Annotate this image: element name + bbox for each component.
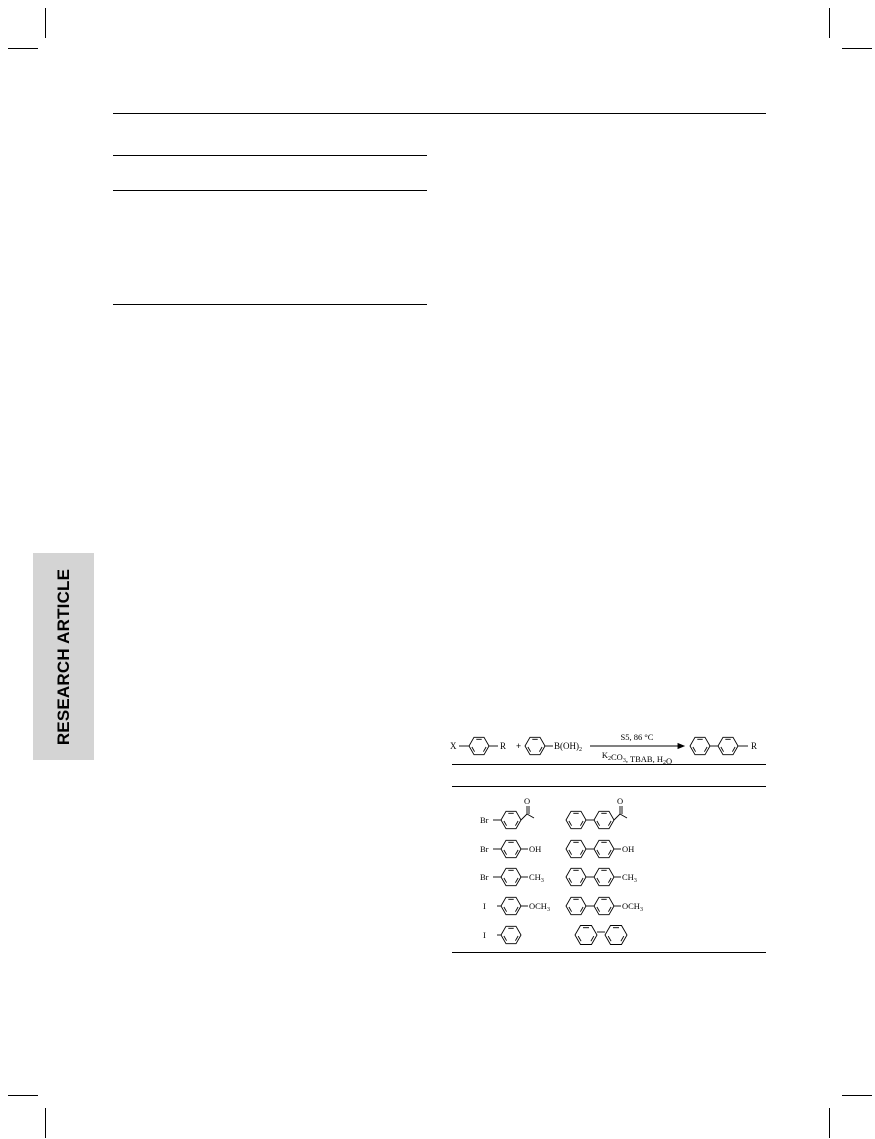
carbonyl-oxygen: O [617, 796, 624, 806]
plus-sign: + [516, 741, 522, 751]
product-ring-2 [605, 926, 627, 945]
substrate-halogen: I [483, 901, 486, 911]
bond [521, 814, 527, 820]
substrate-ring [501, 868, 521, 885]
substrate-halogen: Br [480, 815, 489, 825]
bond [620, 814, 627, 818]
reactant-b-ring [525, 737, 545, 754]
catalyst-label: S5, 86 °C [620, 732, 654, 742]
substrate-ring [501, 897, 521, 914]
reactant-b-group: $B(OH)_2$ [554, 741, 582, 753]
substrate-substituent: $OCH_3$ [529, 901, 550, 913]
product-ring-1 [566, 840, 586, 857]
reactant-a-r: R [500, 741, 507, 751]
product-ring-2 [718, 737, 738, 754]
product-ring-2 [594, 897, 614, 914]
bond [614, 814, 620, 820]
product-ring-2 [594, 811, 614, 828]
conditions-label: $K_2CO_3$, TBAB, $H_2O$ [601, 750, 673, 766]
product-ring-1 [566, 897, 586, 914]
substrate-halogen: Br [480, 872, 489, 882]
product-ring-1 [566, 811, 586, 828]
product-substituent: $OCH_3$ [622, 901, 643, 913]
substrate-ring [501, 840, 521, 857]
research-article-label: RESEARCH ARTICLE [53, 568, 73, 745]
substrate-ring [501, 926, 521, 943]
substrate-substituent: $CH_3$ [529, 872, 544, 884]
product-ring-2 [594, 868, 614, 885]
product-ring-2 [594, 840, 614, 857]
product-ring-1 [690, 737, 710, 754]
bond [527, 814, 534, 818]
arrow-head [678, 744, 684, 749]
substrate-ring [501, 811, 521, 828]
product-substituent: $CH_3$ [622, 872, 637, 884]
substrate-halogen: Br [480, 844, 489, 854]
product-ring-1 [575, 926, 597, 945]
product-substituent: OH [622, 844, 635, 854]
product-ring-1 [566, 868, 586, 885]
reactant-a-ring [469, 737, 489, 754]
substrate-substituent: OH [529, 844, 542, 854]
carbonyl-oxygen: O [524, 796, 531, 806]
substrate-halogen: I [483, 930, 486, 940]
reactant-a-x: X [450, 741, 457, 751]
product-r: R [751, 741, 758, 751]
